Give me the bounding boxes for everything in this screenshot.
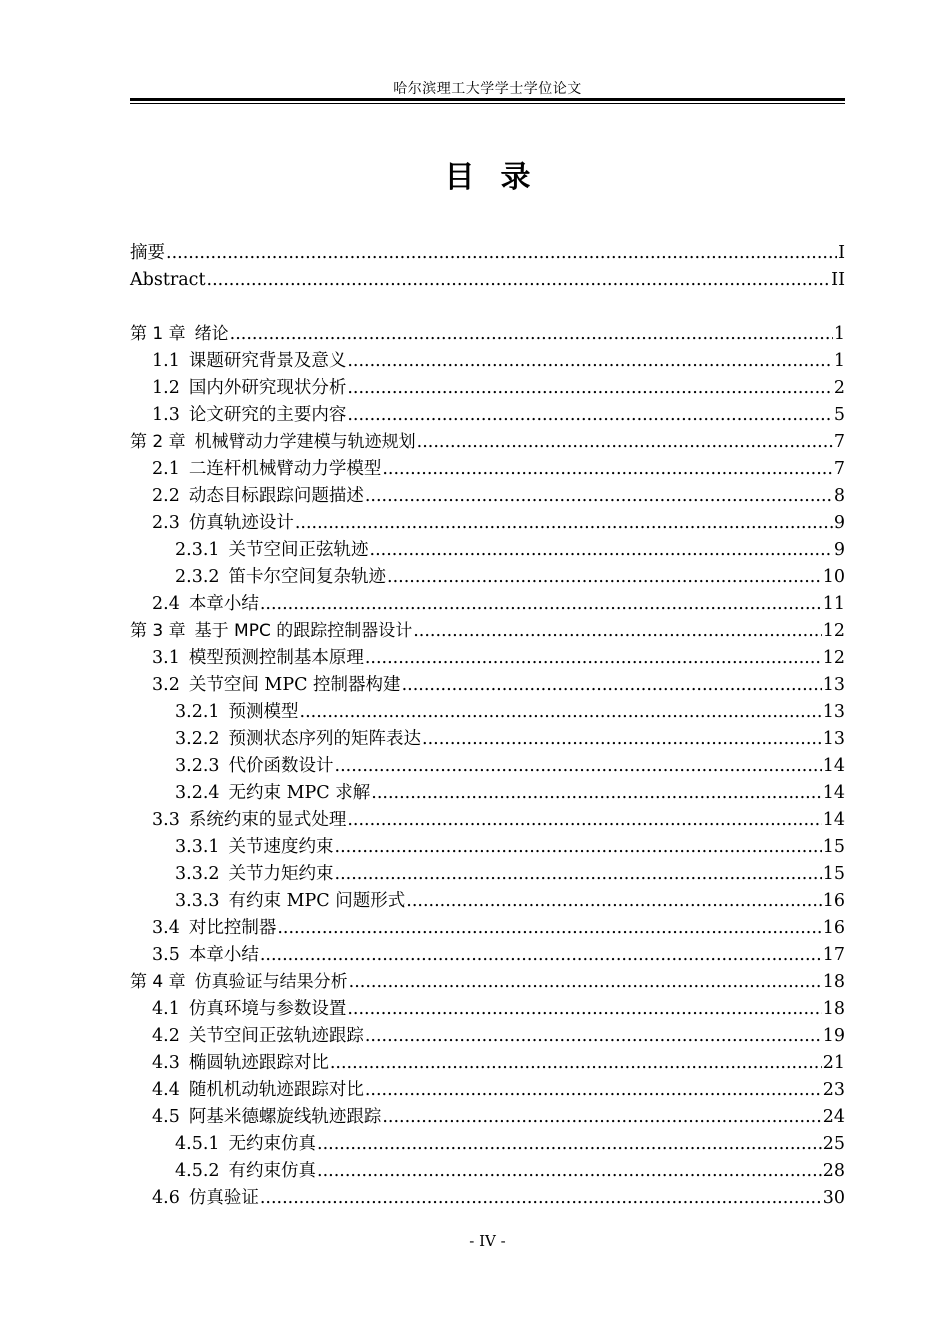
page-title: 目录 — [444, 160, 557, 195]
toc-page-number: 23 — [822, 1080, 845, 1100]
toc-entry[interactable] — [130, 1050, 845, 1077]
toc-entry-title: 无约束 MPC 求解 — [228, 783, 371, 803]
toc-dot-leader — [317, 1131, 822, 1158]
toc-page-number: 25 — [822, 1134, 845, 1154]
toc-page-number: 24 — [822, 1107, 845, 1127]
toc-page-number: 21 — [822, 1053, 845, 1073]
toc-page-number: 14 — [822, 756, 845, 776]
toc-entry-title: 对比控制器 — [188, 918, 277, 938]
toc-entry-number: 2.3 — [152, 513, 180, 533]
toc-entry-number: 第 3 章 — [130, 621, 186, 641]
toc-page-number: 13 — [822, 729, 845, 749]
toc-entry-label — [175, 537, 369, 564]
toc-dot-leader — [166, 240, 837, 267]
toc-entry-title: Abstract — [130, 270, 206, 290]
toc-entry-label — [152, 645, 364, 672]
toc-entry-label — [152, 1050, 329, 1077]
toc-entry-number: 4.5.1 — [175, 1134, 220, 1154]
toc-page-number: 30 — [822, 1188, 845, 1208]
toc-page-number: 13 — [822, 702, 845, 722]
toc-page-number: 5 — [833, 405, 845, 425]
toc-entry-label — [152, 348, 346, 375]
toc-entry-title: 动态目标跟踪问题描述 — [188, 486, 364, 506]
toc-entry-number: 3.2.4 — [175, 783, 220, 803]
toc-entry-label — [175, 753, 334, 780]
toc-entry[interactable] — [130, 699, 845, 726]
toc-entry-number: 第 1 章 — [130, 324, 186, 344]
toc-entry-title: 仿真验证与结果分析 — [194, 972, 348, 992]
toc-entry-label — [152, 483, 364, 510]
toc-entry-label — [175, 1131, 316, 1158]
toc-entry-title: 预测状态序列的矩阵表达 — [228, 729, 422, 749]
toc-dot-leader — [382, 456, 833, 483]
toc-entry-title: 国内外研究现状分析 — [188, 378, 347, 398]
toc-page-number: 1 — [833, 351, 845, 371]
toc-entry-title: 有约束 MPC 问题形式 — [228, 891, 406, 911]
toc-entry-label — [152, 1023, 364, 1050]
toc-page-number: 16 — [822, 891, 845, 911]
toc-entry-label — [175, 861, 334, 888]
toc-dot-leader — [406, 888, 821, 915]
toc-entry-number: 3.3.3 — [175, 891, 220, 911]
toc-dot-leader — [347, 402, 833, 429]
toc-dot-leader — [371, 780, 821, 807]
toc-page-number: 7 — [833, 432, 845, 452]
toc-dot-leader — [370, 537, 833, 564]
toc-page-number: 17 — [822, 945, 845, 965]
toc-entry-label — [152, 402, 346, 429]
toc-entry-number: 4.5 — [152, 1107, 180, 1127]
toc-entry-label — [175, 1158, 316, 1185]
toc-entry-number: 3.2.2 — [175, 729, 220, 749]
toc-entry-label — [175, 780, 370, 807]
toc-entry-number: 3.3 — [152, 810, 180, 830]
toc-entry-number: 3.5 — [152, 945, 180, 965]
toc-entry-title: 仿真轨迹设计 — [188, 513, 294, 533]
toc-entry-label — [175, 726, 421, 753]
toc-dot-leader — [277, 915, 821, 942]
toc-page-number: 15 — [822, 837, 845, 857]
toc-entry-title: 论文研究的主要内容 — [188, 405, 347, 425]
toc-dot-leader — [230, 321, 833, 348]
toc-page-number: 18 — [822, 972, 845, 992]
toc-entry-title: 本章小结 — [188, 594, 259, 614]
toc-dot-leader — [387, 564, 822, 591]
toc-entry-title: 课题研究背景及意义 — [188, 351, 347, 371]
toc-entry[interactable] — [130, 456, 845, 483]
toc-dot-leader — [295, 510, 833, 537]
toc-entry[interactable] — [130, 402, 845, 429]
toc-entry-label — [175, 888, 405, 915]
toc-dot-leader — [349, 969, 822, 996]
toc-dot-leader — [317, 1158, 822, 1185]
toc-entry-label — [152, 1077, 364, 1104]
toc-entry-title: 阿基米德螺旋线轨迹跟踪 — [188, 1107, 382, 1127]
toc-entry-number: 2.3.2 — [175, 567, 220, 587]
toc-entry-label — [130, 618, 412, 645]
toc-chapter-entry[interactable] — [130, 321, 845, 348]
toc-page-number: 9 — [833, 540, 845, 560]
toc-page-number: 19 — [822, 1026, 845, 1046]
toc-entry-label — [152, 1185, 259, 1212]
toc-entry-label — [130, 267, 206, 294]
toc-entry-label — [152, 456, 381, 483]
toc-entry-number: 1.1 — [152, 351, 180, 371]
toc-entry-label — [130, 429, 416, 456]
toc-entry-title: 仿真验证 — [188, 1188, 259, 1208]
header-rule-thin — [130, 103, 845, 104]
toc-entry[interactable] — [130, 1023, 845, 1050]
toc-entry-title: 仿真环境与参数设置 — [188, 999, 347, 1019]
toc-entry[interactable] — [130, 834, 845, 861]
toc-entry-number: 4.4 — [152, 1080, 180, 1100]
toc-entry[interactable] — [130, 267, 845, 294]
toc-entry[interactable] — [130, 861, 845, 888]
toc-entry-label — [130, 321, 229, 348]
header-rule-thick — [130, 98, 845, 101]
toc-entry-title: 关节空间正弦轨迹跟踪 — [188, 1026, 364, 1046]
toc-dot-leader — [382, 1104, 821, 1131]
toc-entry-title: 绪论 — [194, 324, 229, 344]
toc-chapter-entry[interactable] — [130, 969, 845, 996]
toc-chapter-entry[interactable] — [130, 618, 845, 645]
toc-entry[interactable] — [130, 726, 845, 753]
toc-entry-title: 关节空间 MPC 控制器构建 — [188, 675, 401, 695]
toc-dot-leader — [422, 726, 822, 753]
toc-entry[interactable] — [130, 645, 845, 672]
toc-page-number: 16 — [822, 918, 845, 938]
toc-dot-leader — [335, 753, 822, 780]
toc-page-number: 28 — [822, 1161, 845, 1181]
toc-entry-label — [175, 834, 334, 861]
toc-entry-label — [152, 510, 294, 537]
toc-entry-title: 机械臂动力学建模与轨迹规划 — [194, 432, 416, 452]
toc-entry-title: 关节速度约束 — [228, 837, 334, 857]
toc-entry-label — [175, 564, 386, 591]
toc-page-number: 15 — [822, 864, 845, 884]
toc-page-number: 10 — [822, 567, 845, 587]
toc-page-number: 12 — [822, 621, 845, 641]
toc-entry-number: 4.6 — [152, 1188, 180, 1208]
toc-dot-leader — [347, 807, 821, 834]
toc-dot-leader — [300, 699, 822, 726]
toc-dot-leader — [335, 861, 822, 888]
toc-dot-leader — [347, 996, 821, 1023]
toc-dot-leader — [365, 645, 822, 672]
toc-entry-label — [152, 807, 346, 834]
toc-entry[interactable] — [130, 375, 845, 402]
toc-page-number: I — [838, 243, 845, 263]
toc-entry[interactable] — [130, 672, 845, 699]
toc-entry[interactable] — [130, 780, 845, 807]
toc-entry-label — [130, 969, 348, 996]
toc-entry[interactable] — [130, 807, 845, 834]
running-header: 哈尔滨理工大学学士学位论文 — [393, 81, 582, 97]
toc-entry-number: 4.1 — [152, 999, 180, 1019]
toc-entry-label — [130, 240, 165, 267]
toc-dot-leader — [347, 348, 833, 375]
toc-entry-number: 3.1 — [152, 648, 180, 668]
page-number: - IV - — [469, 1232, 506, 1250]
toc-entry-number: 1.3 — [152, 405, 180, 425]
toc-entry-title: 摘要 — [130, 243, 165, 263]
toc-dot-leader — [260, 1185, 822, 1212]
toc-entry[interactable] — [130, 996, 845, 1023]
toc-entry-number: 2.1 — [152, 459, 180, 479]
toc-page-number: II — [831, 270, 845, 290]
toc-entry[interactable] — [130, 1131, 845, 1158]
toc-page-number: 14 — [822, 810, 845, 830]
toc-entry-title: 模型预测控制基本原理 — [188, 648, 364, 668]
toc-entry-label — [152, 1104, 381, 1131]
toc-entry-title: 二连杆机械臂动力学模型 — [188, 459, 382, 479]
toc-entry-number: 2.3.1 — [175, 540, 220, 560]
toc-chapter-entry[interactable] — [130, 429, 845, 456]
toc-page-number: 2 — [833, 378, 845, 398]
toc-entry-number: 4.3 — [152, 1053, 180, 1073]
toc-page-number: 1 — [833, 324, 845, 344]
toc-entry-number: 3.2.3 — [175, 756, 220, 776]
toc-entry-label — [152, 672, 401, 699]
toc-entry[interactable] — [130, 942, 845, 969]
toc-entry-title: 无约束仿真 — [228, 1134, 317, 1154]
toc-entry-number: 4.5.2 — [175, 1161, 220, 1181]
toc-entry-label — [152, 942, 259, 969]
toc-dot-leader — [260, 591, 822, 618]
toc-dot-leader — [335, 834, 822, 861]
toc-page-number: 7 — [833, 459, 845, 479]
toc-entry[interactable] — [130, 240, 845, 267]
toc-page-number: 9 — [833, 513, 845, 533]
toc-dot-leader — [365, 1023, 822, 1050]
toc-entry[interactable] — [130, 1185, 845, 1212]
toc-entry-label — [152, 915, 276, 942]
table-of-contents — [130, 240, 845, 1212]
toc-entry-number: 2.4 — [152, 594, 180, 614]
toc-entry-number: 4.2 — [152, 1026, 180, 1046]
toc-entry-number: 3.3.1 — [175, 837, 220, 857]
toc-entry-title: 有约束仿真 — [228, 1161, 317, 1181]
toc-page-number: 14 — [822, 783, 845, 803]
toc-entry[interactable] — [130, 1077, 845, 1104]
toc-entry[interactable] — [130, 537, 845, 564]
toc-page-number: 18 — [822, 999, 845, 1019]
toc-entry-number: 3.2 — [152, 675, 180, 695]
toc-entry-title: 系统约束的显式处理 — [188, 810, 347, 830]
toc-entry-number: 3.4 — [152, 918, 180, 938]
toc-entry[interactable] — [130, 591, 845, 618]
toc-entry-number: 3.3.2 — [175, 864, 220, 884]
toc-entry[interactable] — [130, 1158, 845, 1185]
toc-entry-number: 第 4 章 — [130, 972, 186, 992]
toc-entry-label — [152, 591, 259, 618]
toc-entry[interactable] — [130, 1104, 845, 1131]
toc-page-number: 13 — [822, 675, 845, 695]
toc-entry-title: 代价函数设计 — [228, 756, 334, 776]
toc-dot-leader — [417, 429, 833, 456]
toc-entry[interactable] — [130, 888, 845, 915]
toc-entry[interactable] — [130, 753, 845, 780]
toc-page-number: 11 — [822, 594, 845, 614]
toc-dot-leader — [347, 375, 833, 402]
toc-entry-title: 本章小结 — [188, 945, 259, 965]
toc-entry-number: 第 2 章 — [130, 432, 186, 452]
toc-entry-label — [175, 699, 299, 726]
toc-dot-leader — [365, 1077, 822, 1104]
toc-entry-number: 2.2 — [152, 486, 180, 506]
toc-entry-number: 3.2.1 — [175, 702, 220, 722]
toc-dot-leader — [365, 483, 833, 510]
toc-entry[interactable] — [130, 564, 845, 591]
toc-entry-label — [152, 996, 346, 1023]
toc-entry[interactable] — [130, 915, 845, 942]
toc-entry-title: 预测模型 — [228, 702, 299, 722]
toc-dot-leader — [260, 942, 822, 969]
toc-entry-title: 基于 MPC 的跟踪控制器设计 — [194, 621, 413, 641]
toc-entry-title: 关节空间正弦轨迹 — [228, 540, 369, 560]
toc-page-number: 12 — [822, 648, 845, 668]
toc-dot-leader — [207, 267, 831, 294]
toc-dot-leader — [402, 672, 822, 699]
toc-dot-leader — [330, 1050, 822, 1077]
toc-entry-label — [152, 375, 346, 402]
toc-entry[interactable] — [130, 483, 845, 510]
toc-entry[interactable] — [130, 348, 845, 375]
toc-entry-title: 随机机动轨迹跟踪对比 — [188, 1080, 364, 1100]
toc-dot-leader — [413, 618, 821, 645]
toc-entry-title: 笛卡尔空间复杂轨迹 — [228, 567, 387, 587]
toc-entry-title: 椭圆轨迹跟踪对比 — [188, 1053, 329, 1073]
toc-entry[interactable] — [130, 510, 845, 537]
toc-page-number: 8 — [833, 486, 845, 506]
toc-entry-title: 关节力矩约束 — [228, 864, 334, 884]
toc-entry-number: 1.2 — [152, 378, 180, 398]
